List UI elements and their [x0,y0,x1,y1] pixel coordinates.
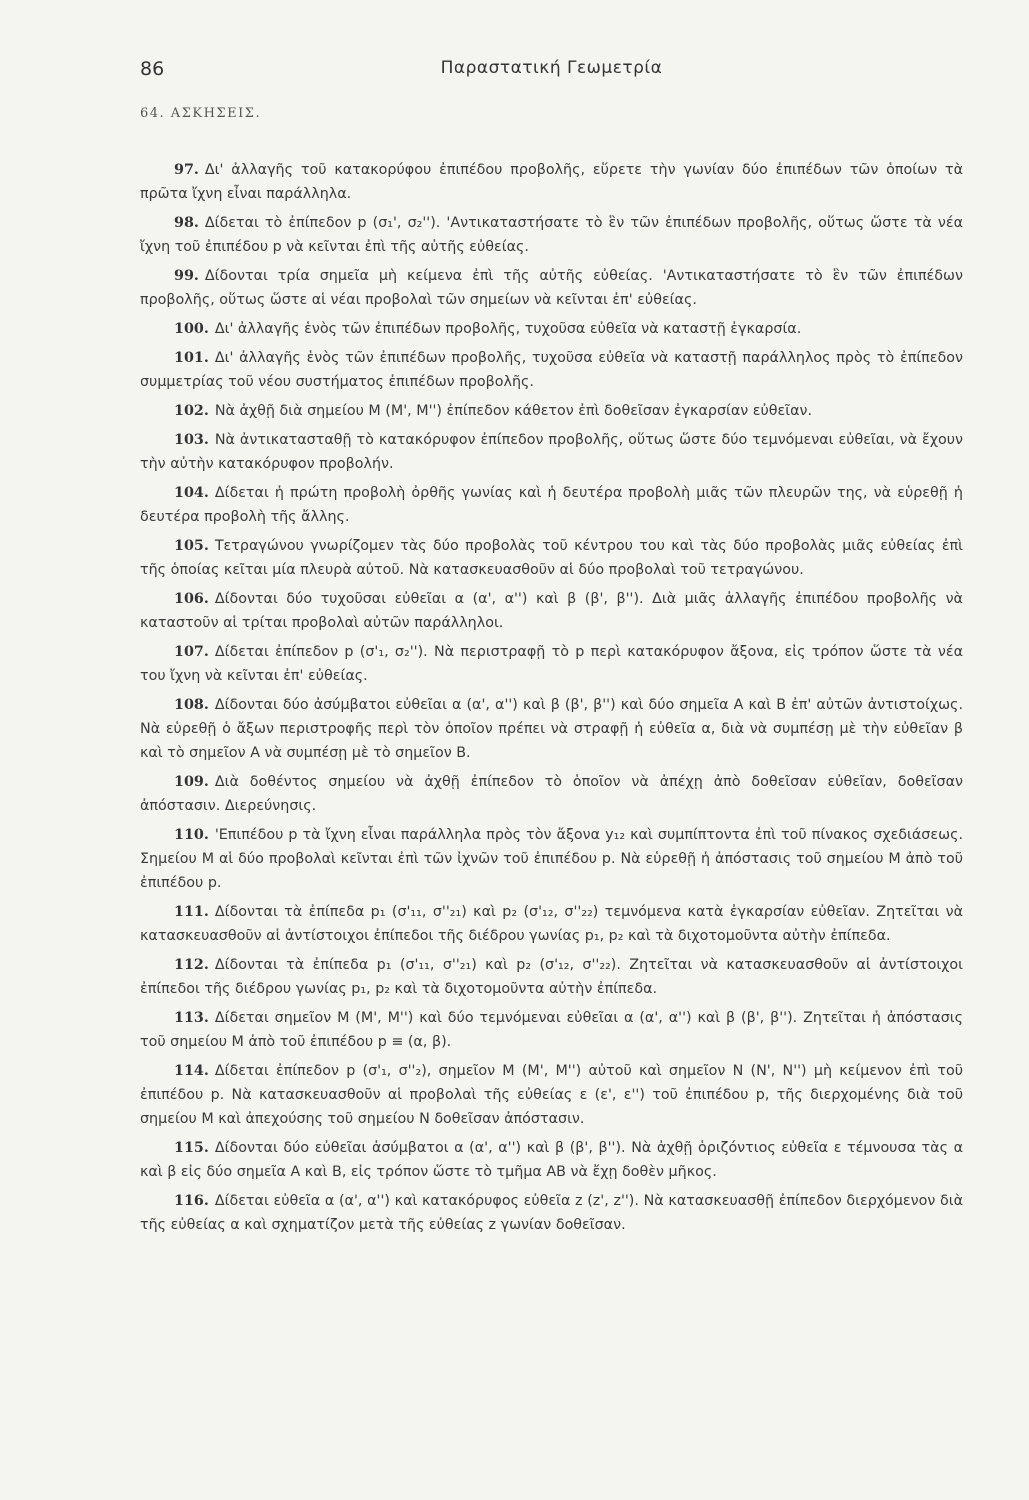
exercise-text: Δι' ἀλλαγῆς τοῦ κατακορύφου ἐπιπέδου προβολῆς, εὕρετε τὴν γωνίαν δύο ἐπιπέδων τῶν ὁποίων τὰ πρῶτα ἴχνη εἶναι παράλληλα. [140,162,963,202]
exercise-113 [140,1006,963,1054]
exercise-text: Δίδονται τὰ ἐπίπεδα p₁ (σ'₁₁, σ''₂₁) καὶ p₂ (σ'₁₂, σ''₂₂) τεμνόμενα κατὰ ἐγκαρσίαν εὐθεῖαν. Ζητεῖται νὰ κατασκευασθοῦν αἱ ἀντίστοιχοι ἐπίπεδοι τῆς διέδρου γωνίας p₁, p₂ καὶ τὰ διχοτομοῦντα αὐτὴν ἐπίπεδα. [140,904,963,944]
exercise-text: Δίδεται τὸ ἐπίπεδον p (σ₁', σ₂''). 'Αντικαταστήσατε τὸ ἓν τῶν ἐπιπέδων προβολῆς, οὕτως ὥστε τὰ νέα ἴχνη τοῦ ἐπιπέδου p νὰ κεῖνται ἐπὶ τῆς αὐτῆς εὐθείας. [140,215,963,255]
exercise-98 [140,211,963,259]
page-header [140,58,963,84]
exercise-106 [140,587,963,635]
exercise-text: Δίδονται δύο τυχοῦσαι εὐθεῖαι α (α', α'') καὶ β (β', β''). Διὰ μιᾶς ἀλλαγῆς ἐπιπέδου προβολῆς νὰ καταστοῦν αἱ τρίται προβολαὶ αὐτῶν παράλληλοι. [140,591,963,631]
exercise-number: 105. [174,538,209,554]
exercise-103 [140,428,963,476]
exercise-104 [140,481,963,529]
exercise-101 [140,346,963,394]
exercise-text: Δι' ἀλλαγῆς ἑνὸς τῶν ἐπιπέδων προβολῆς, τυχοῦσα εὐθεῖα νὰ καταστῇ παράλληλος πρὸς τὸ ἐπίπεδον συμμετρίας τοῦ νέου συστήματος ἐπιπέδων προβολῆς. [140,350,963,390]
exercise-number: 100. [174,321,209,337]
exercise-112 [140,953,963,1001]
exercise-number: 106. [174,591,209,607]
exercise-text: Διὰ δοθέντος σημείου νὰ ἀχθῇ ἐπίπεδον τὸ ὁποῖον νὰ ἀπέχῃ ἀπὸ δοθεῖσαν εὐθεῖαν, δοθεῖσαν ἀπόστασιν. Διερεύνησις. [140,774,963,814]
exercise-number: 115. [174,1140,209,1156]
exercise-107 [140,640,963,688]
exercise-105 [140,534,963,582]
exercise-109 [140,770,963,818]
exercise-110 [140,823,963,895]
exercise-text: Τετραγώνου γνωρίζομεν τὰς δύο προβολὰς τοῦ κέντρου του καὶ τὰς δύο προβολὰς μιᾶς εὐθείας ἐπὶ τῆς ὁποίας κεῖται μία πλευρὰ αὐτοῦ. Νὰ κατασκευασθοῦν αἱ δύο προβολαὶ τοῦ τετραγώνου. [140,538,963,578]
exercise-text: 'Επιπέδου p τὰ ἴχνη εἶναι παράλληλα πρὸς τὸν ἄξονα y₁₂ καὶ συμπίπτοντα ἐπὶ τοῦ πίνακος σχεδιάσεως. Σημείου M αἱ δύο προβολαὶ κεῖνται ἐπὶ τῶν ἰχνῶν τοῦ ἐπιπέδου p. Νὰ εὑρεθῇ ἡ ἀπόστασις τοῦ σημείου M ἀπὸ τοῦ ἐπιπέδου p. [140,827,963,891]
exercise-number: 107. [174,644,209,660]
exercise-number: 101. [174,350,209,366]
exercise-text: Δίδονται δύο εὐθεῖαι ἀσύμβατοι α (α', α'') καὶ β (β', β''). Νὰ ἀχθῇ ὁριζόντιος εὐθεῖα ε τέμνουσα τὰς α καὶ β εἰς δύο σημεῖα A καὶ B, εἰς τρόπον ὥστε τὸ τμῆμα AB νὰ ἔχῃ δοθὲν μῆκος. [140,1140,963,1180]
page-number: 86 [140,58,165,80]
exercise-text: Δίδεται ἡ πρώτη προβολὴ ὀρθῆς γωνίας καὶ ἡ δευτέρα προβολὴ μιᾶς τῶν πλευρῶν της, νὰ εὑρεθῇ ἡ δευτέρα προβολὴ τῆς ἄλλης. [140,485,963,525]
exercise-text: Νὰ ἀχθῇ διὰ σημείου M (M', M'') ἐπίπεδον κάθετον ἐπὶ δοθεῖσαν ἐγκαρσίαν εὐθεῖαν. [214,403,813,419]
exercise-number: 102. [174,403,209,419]
exercise-number: 103. [174,432,209,448]
exercise-text: Δίδεται εὐθεῖα α (α', α'') καὶ κατακόρυφος εὐθεῖα z (z', z''). Νὰ κατασκευασθῇ ἐπίπεδον διερχόμενον διὰ τῆς εὐθείας α καὶ σχηματίζον μετὰ τῆς εὐθείας z γωνίαν δοθεῖσαν. [140,1193,963,1233]
exercise-text: Δι' ἀλλαγῆς ἑνὸς τῶν ἐπιπέδων προβολῆς, τυχοῦσα εὐθεῖα νὰ καταστῇ ἐγκαρσία. [214,321,802,337]
exercise-number: 116. [174,1193,209,1209]
running-title: Παραστατική Γεωμετρία [440,58,663,78]
exercise-111 [140,900,963,948]
exercise-108 [140,693,963,765]
exercise-number: 113. [174,1010,209,1026]
exercise-number: 97. [174,162,199,178]
exercise-116 [140,1189,963,1237]
exercise-number: 104. [174,485,209,501]
exercise-text: Δίδονται δύο ἀσύμβατοι εὐθεῖαι α (α', α'') καὶ β (β', β'') καὶ δύο σημεῖα A καὶ B ἐπ' αὐτῶν ἀντιστοίχως. Νὰ εὑρεθῇ ὁ ἄξων περιστροφῆς περὶ τὸν ὁποῖον πρέπει νὰ στραφῇ ἡ εὐθεῖα α, διὰ νὰ συμπέσῃ μὲ τὴν εὐθεῖαν β καὶ τὸ σημεῖον A νὰ συμπέσῃ μὲ τὸ σημεῖον B. [140,697,963,761]
exercise-number: 108. [174,697,209,713]
exercise-102 [140,399,963,423]
exercise-number: 110. [174,827,209,843]
section-title: 64. ΑΣΚΗΣΕΙΣ. [140,106,262,121]
exercise-114 [140,1059,963,1131]
exercise-list [140,158,963,1242]
exercise-text: Νὰ ἀντικατασταθῇ τὸ κατακόρυφον ἐπίπεδον προβολῆς, οὕτως ὥστε δύο τεμνόμεναι εὐθεῖαι, νὰ ἔχουν τὴν αὐτὴν κατακόρυφον προβολήν. [140,432,963,472]
exercise-text: Δίδεται ἐπίπεδον p (σ'₁, σ₂''). Νὰ περιστραφῇ τὸ p περὶ κατακόρυφον ἄξονα, εἰς τρόπον ὥστε τὰ νέα του ἴχνη νὰ κεῖνται ἐπ' εὐθείας. [140,644,963,684]
exercise-number: 112. [174,957,209,973]
exercise-text: Δίδονται τὰ ἐπίπεδα p₁ (σ'₁₁, σ''₂₁) καὶ p₂ (σ'₁₂, σ''₂₂). Ζητεῖται νὰ κατασκευασθοῦν αἱ ἀντίστοιχοι ἐπίπεδοι τῆς διέδρου γωνίας p₁, p₂ καὶ τὰ διχοτομοῦντα αὐτὴν ἐπίπεδα. [140,957,963,997]
exercise-number: 99. [174,268,199,284]
exercise-number: 98. [174,215,199,231]
exercise-number: 114. [174,1063,209,1079]
exercise-number: 111. [174,904,209,920]
exercise-text: Δίδονται τρία σημεῖα μὴ κείμενα ἐπὶ τῆς αὐτῆς εὐθείας. 'Αντικαταστήσατε τὸ ἓν τῶν ἐπιπέδων προβολῆς, οὕτως ὥστε αἱ νέαι προβολαὶ τῶν σημείων νὰ κεῖνται ἐπ' εὐθείας. [140,268,963,308]
exercise-text: Δίδεται ἐπίπεδον p (σ'₁, σ''₂), σημεῖον M (M', M'') αὐτοῦ καὶ σημεῖον N (N', N'') μὴ κείμενον ἐπὶ τοῦ ἐπιπέδου p. Νὰ κατασκευασθοῦν αἱ προβολαὶ τῆς εὐθείας ε (ε', ε'') τοῦ ἐπιπέδου p, τῆς διερχομένης διὰ τοῦ σημείου M καὶ ἀπεχούσης τοῦ σημείου N δοθεῖσαν ἀπόστασιν. [140,1063,963,1127]
exercise-97 [140,158,963,206]
exercise-text: Δίδεται σημεῖον M (M', M'') καὶ δύο τεμνόμεναι εὐθεῖαι α (α', α'') καὶ β (β', β''). Ζητεῖται ἡ ἀπόστασις τοῦ σημείου M ἀπὸ τοῦ ἐπιπέδου p ≡ (α, β). [140,1010,963,1050]
exercise-100 [140,317,963,341]
exercise-99 [140,264,963,312]
exercise-115 [140,1136,963,1184]
exercise-number: 109. [174,774,209,790]
